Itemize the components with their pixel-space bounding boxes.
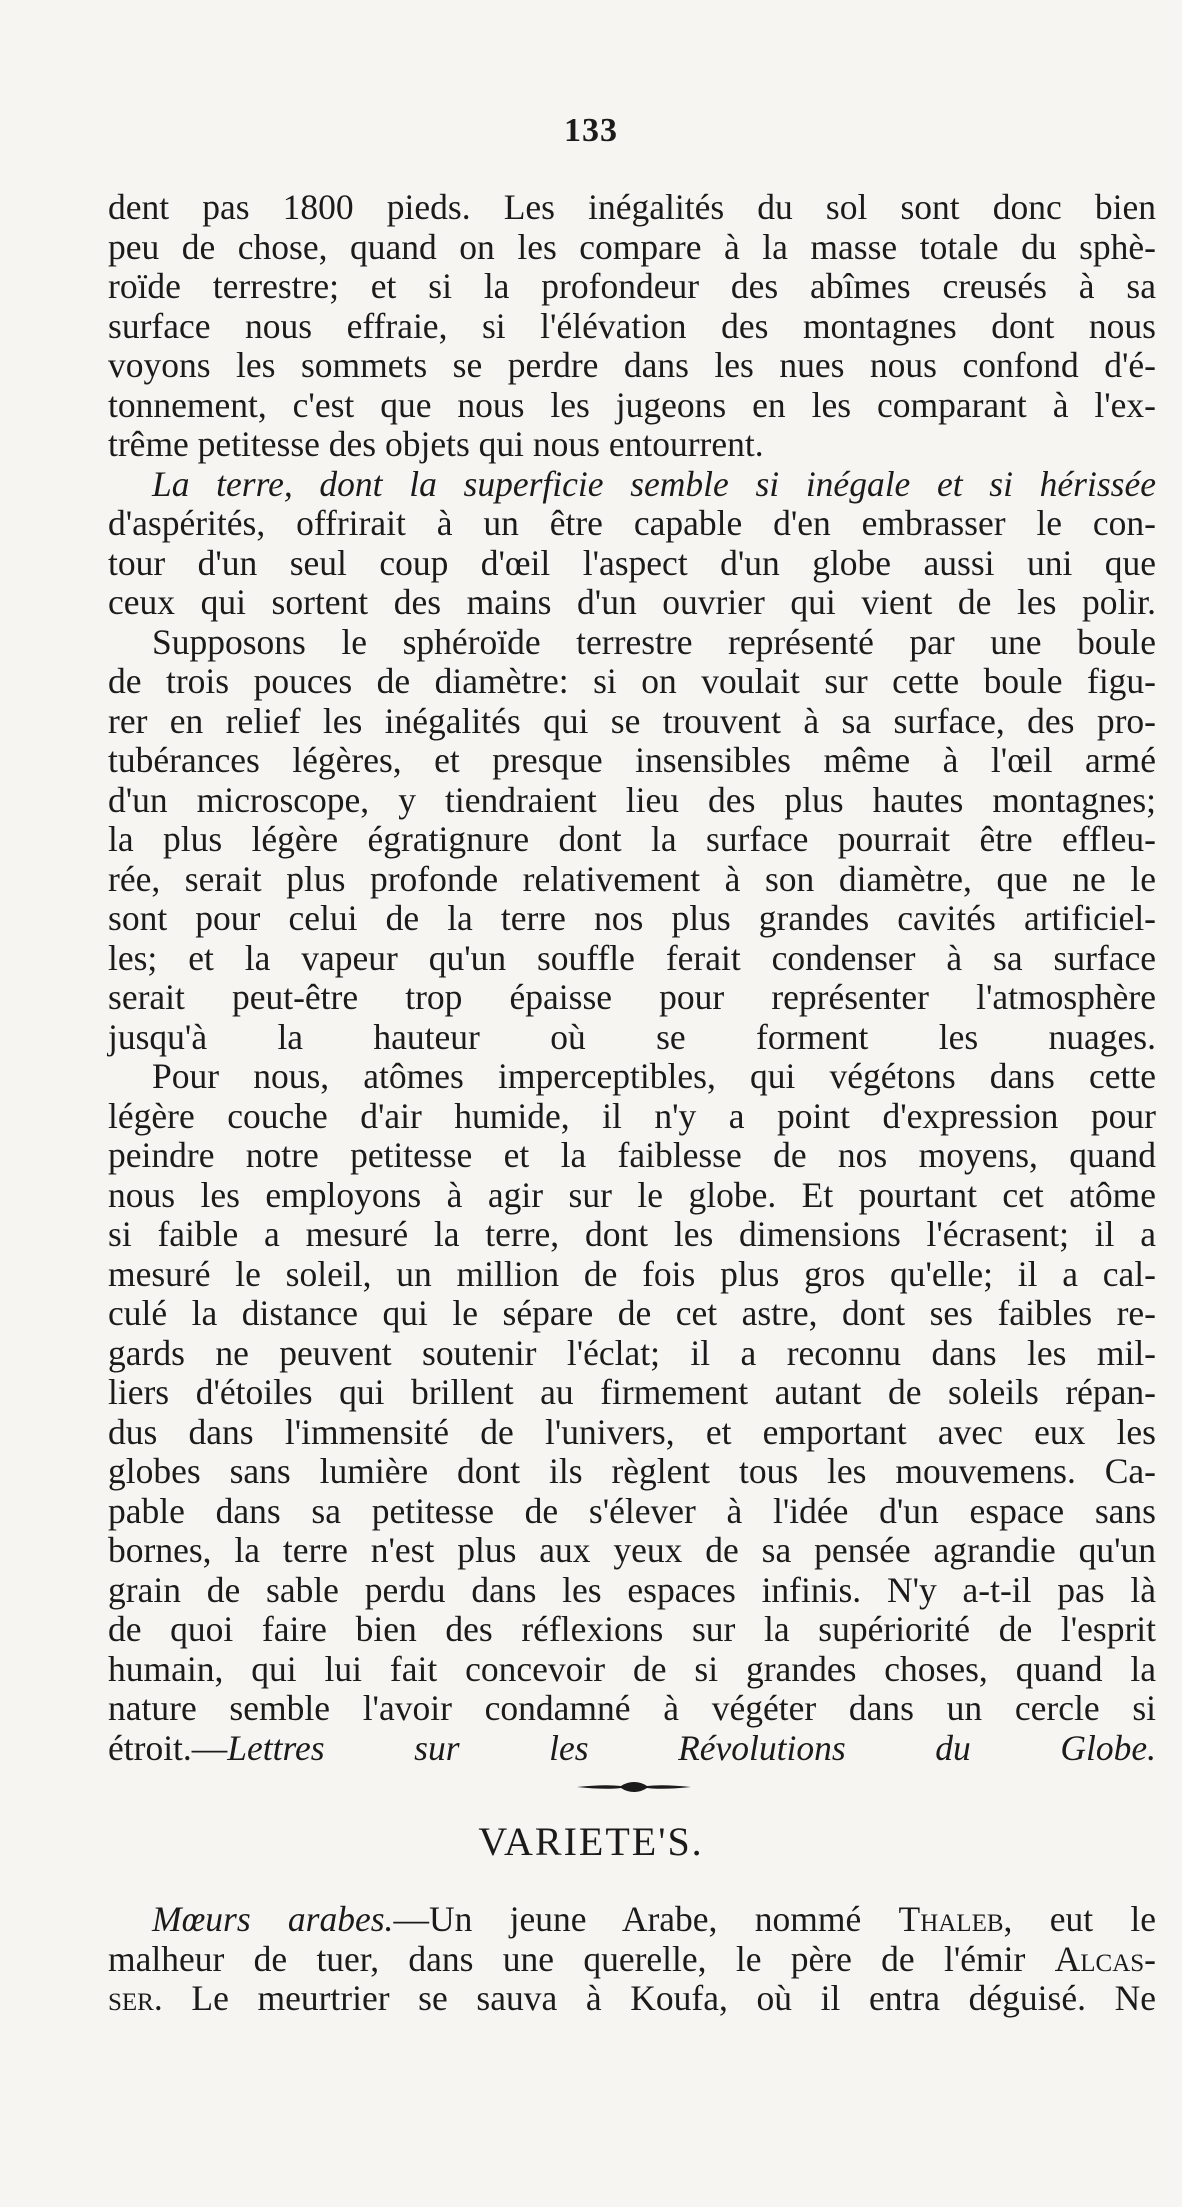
text-line: bornes, la terre n'est plus aux yeux de sa pensée agrandie qu'un [108,1530,1156,1570]
text-line: liers d'étoiles qui brillent au firmement autant de soleils répan- [108,1372,1156,1412]
text-line: globes sans lumière dont ils règlent tous les mouvemens. Ca- [108,1451,1156,1491]
closing-line [108,1729,1156,1769]
text-line [108,1900,1156,1940]
text-line: de trois pouces de diamètre: si on voulait sur cette boule figu- [108,661,1156,701]
text-fragment: —Un jeune Arabe, nommé [393,1899,899,1939]
text-line: serait peut-être trop épaisse pour représenter l'atmosphère [108,977,1156,1017]
text-fragment: Le meurtrier se sauva à Koufa, où il entra déguisé. Ne [162,1978,1156,2018]
text-line: mesuré le soleil, un million de fois plus gros qu'elle; il a cal- [108,1253,1156,1294]
text-line: surface nous effraie, si l'élévation des montagnes dont nous [108,305,1156,346]
text-line: tubérances légères, et presque insensibles même à l'œil armé [108,740,1156,780]
person-name: ser. [108,1978,163,2018]
varietes-paragraph [108,1900,1156,2019]
text-line: tour d'un seul coup d'œil l'aspect d'un globe aussi uni que [108,542,1156,583]
topic-lead: Mœurs arabes. [152,1899,394,1939]
text-line: jusqu'à la hauteur où se forment les nuages. [108,1016,1156,1057]
section-title: VARIETE'S. [478,1819,704,1864]
text-fragment: malheur de tuer, dans une querelle, le père de l'émir [108,1938,1055,1979]
text-line: si faible a mesuré la terre, dont les dimensions l'écrasent; il a [108,1214,1156,1254]
page-number: 133 [564,112,618,149]
text-line [108,1940,1156,1980]
text-line: trême petitesse des objets qui nous entourrent. [108,424,764,464]
text-line: nature semble l'avoir condamné à végéter dans un cercle si [108,1688,1156,1728]
text-line: voyons les sommets se perdre dans les nues nous confond d'é- [108,345,1156,385]
text-line: dent pas 1800 pieds. Les inégalités du sol sont donc bien [108,187,1156,227]
text-line: nous les employons à agir sur le globe. Et pourtant cet atôme [108,1174,1156,1215]
paragraph-4 [108,1057,1156,1768]
text-line: rer en relief les inégalités qui se trouvent à sa surface, des pro- [108,700,1156,741]
paragraph-2 [108,465,1156,623]
person-name: Alcas- [1054,1938,1156,1979]
text-line: roïde terrestre; et si la profondeur des abîmes creusés à sa [108,266,1156,306]
text-line: pable dans sa petitesse de s'élever à l'idée d'un espace sans [108,1490,1156,1531]
text-line: légère couche d'air humide, il n'y a point d'expression pour [108,1095,1156,1136]
text-line: culé la distance qui le sépare de cet astre, dont ses faibles re- [108,1293,1156,1333]
text-line: peindre notre petitesse et la faiblesse de nos moyens, quand [108,1135,1156,1175]
text-fragment: eut le [1012,1899,1156,1939]
text-line: Pour nous, atômes imperceptibles, qui végétons dans cette [152,1056,1156,1096]
paragraph-3 [108,623,1156,1058]
text-line: dus dans l'immensité de l'univers, et emportant avec eux les [108,1411,1156,1452]
text-line: Supposons le sphéroïde terrestre représenté par une boule [152,621,1156,662]
source-citation: Lettres sur les Révolutions du Globe. [227,1727,1156,1768]
divider-ornament-icon [575,1778,693,1796]
closing-text: étroit.— [108,1727,228,1768]
text-line: peu de chose, quand on les compare à la masse totale du sphè- [108,226,1156,267]
person-name: Thaleb, [898,1899,1013,1939]
text-line: la plus légère égratignure dont la surface pourrait être effleu- [108,819,1156,859]
text-line: gards ne peuvent soutenir l'éclat; il a reconnu dans les mil- [108,1332,1156,1373]
article-body [108,188,1156,1768]
text-line: ceux qui sortent des mains d'un ouvrier qui vient de les polir. [108,582,1156,622]
italic-lead-line: La terre, dont la superficie semble si inégale et si hérissée [152,463,1156,504]
text-line: les; et la vapeur qu'un souffle ferait condenser à sa surface [108,937,1156,978]
text-line: sont pour celui de la terre nos plus grandes cavités artificiel- [108,898,1156,938]
text-line: d'aspérités, offrirait à un être capable d'en embrasser le con- [108,503,1156,543]
varietes-body [108,1900,1156,2019]
text-line: tonnement, c'est que nous les jugeons en les comparant à l'ex- [108,384,1156,425]
text-line: rée, serait plus profonde relativement à son diamètre, que ne le [108,858,1156,899]
text-line [108,1979,1156,2019]
text-line: grain de sable perdu dans les espaces infinis. N'y a-t-il pas là [108,1569,1156,1610]
text-line: humain, qui lui fait concevoir de si grandes choses, quand la [108,1648,1156,1689]
text-line: d'un microscope, y tiendraient lieu des plus hautes montagnes; [108,779,1156,820]
text-line: de quoi faire bien des réflexions sur la supériorité de l'esprit [108,1609,1156,1649]
paragraph-1 [108,188,1156,465]
